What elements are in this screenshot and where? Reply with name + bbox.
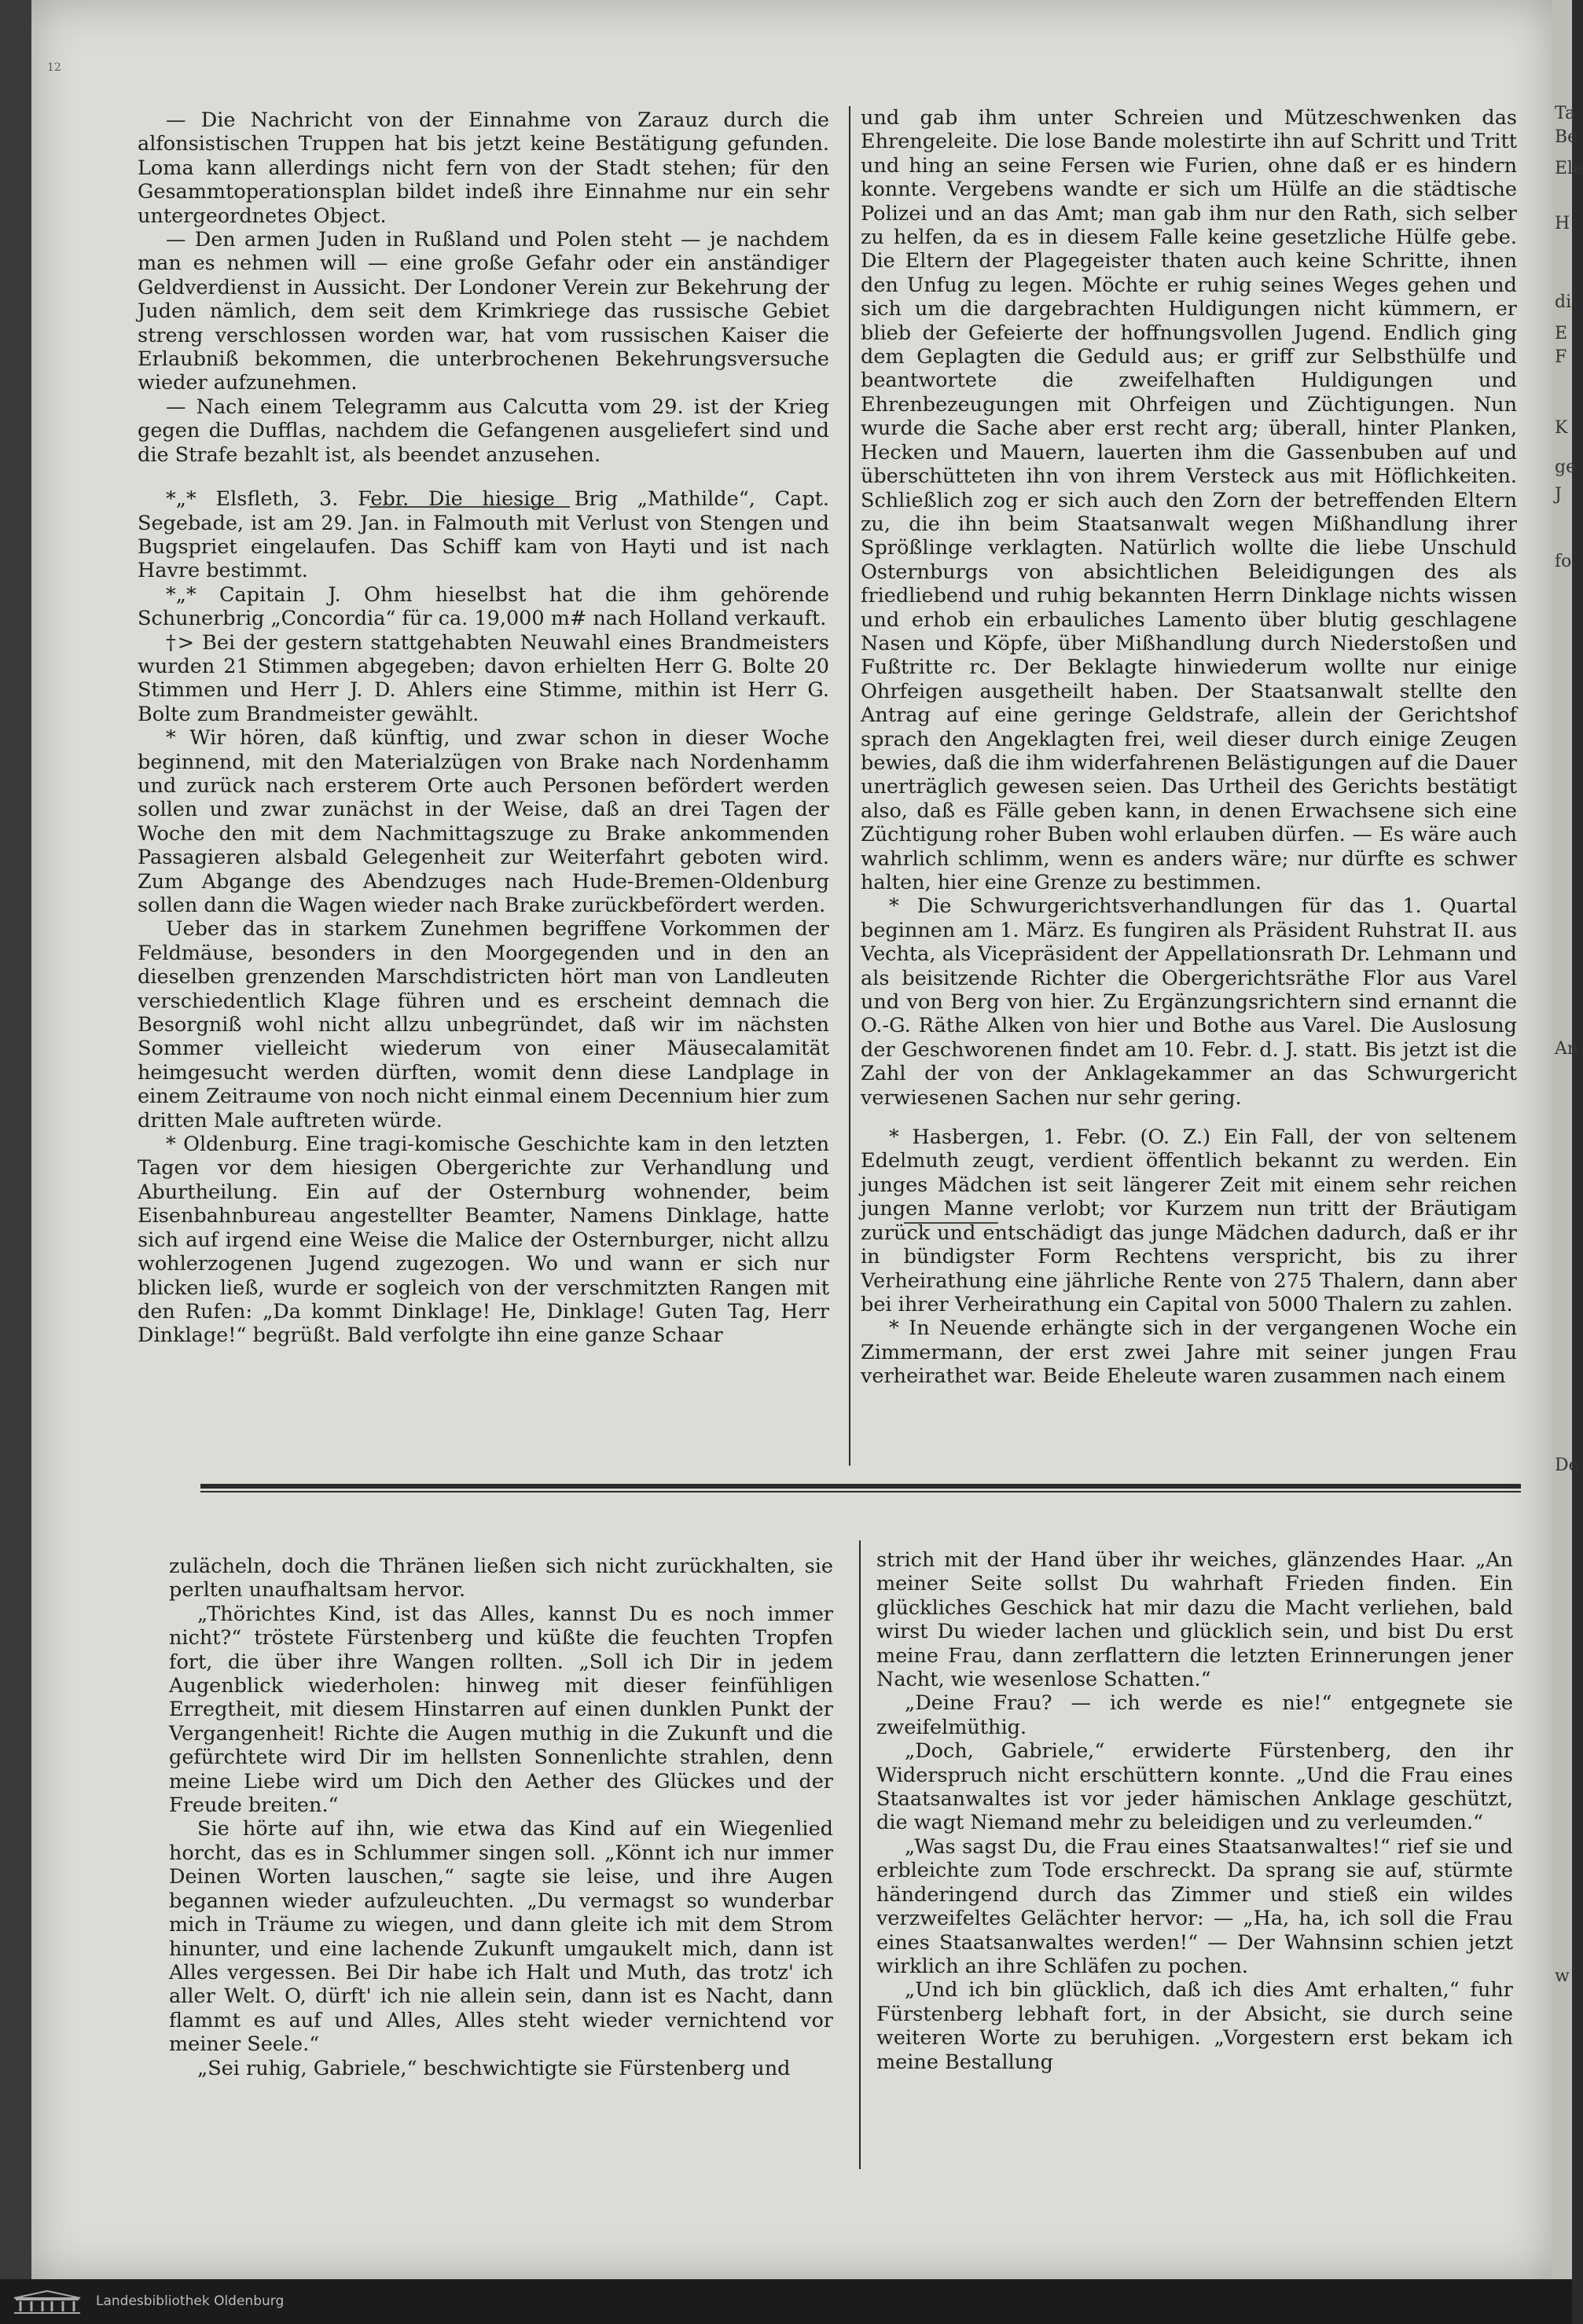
feuilleton-paragraph: „Thörichtes Kind, ist das Alles, kannst Du es noch immer nicht?“ tröstete Fürstenberg und küßte die feuchten Tropfen fort, die über ihre Wangen rollten. „Soll ich Dir in jedem Augenblick wiederholen: hinweg mit dieser feinfühligen Erregtheit, mit diesem Hinstarren auf einen dunklen Punkt der Vergangenheit! Richte die Augen muthig in die Zukunft und die gefürchtete wird Dir im hellsten Sonnenlichte strahlen, denn meine Liebe wird um Dich den Aether des Glückes und der Freude breiten.“ (169, 1602, 833, 1818)
library-building-icon (8, 2289, 86, 2315)
feuilleton-paragraph: „Und ich bin glücklich, daß ich dies Amt erhalten,“ fuhr Fürstenberg lebhaft fort, in der Absicht, sie durch seine weiteren Worte zu beruhigen. „Vorgestern erst bekam ich meine Bestallung (876, 1978, 1513, 2074)
article-materialzuege: * Wir hören, daß künftig, und zwar schon in dieser Woche beginnend, mit den Materialzügen von Brake nach Nordenhamm und zurück nach ersterem Orte auch Personen befördert werden sollen und zwar zunächst in der Weise, daß an drei Tagen der Woche den mit dem Nachmittagszuge zu Brake ankommenden Passagieren alsbald Gelegenheit zur Weiterfahrt geboten wird. Zum Abgange des Abendzuges nach Hude-Bremen-Oldenburg sollen dann die Wagen wieder nach Brake zurückbefördert werden. (138, 726, 829, 917)
edge-fragment: Ta (1555, 104, 1576, 123)
library-name: Landesbibliothek Oldenburg (96, 2293, 285, 2309)
article-elsfleth: *„* Elsfleth, 3. Febr. Die hiesige Brig „Mathilde“, Capt. Segebade, ist am 29. Jan. in Falmouth mit Verlust von Stengen und Bugspriet eingelaufen. Das Schiff kam von Hayti und ist nach Havre bestimmt. (138, 487, 829, 583)
scan-border-left (0, 0, 31, 2324)
feuilleton-right-column (876, 1548, 1513, 2074)
feuilleton-column-divider (859, 1540, 861, 2169)
feuilleton-paragraph: „Was sagst Du, die Frau eines Staatsanwaltes!“ rief sie und erbleichte zum Tode erschreckt. Da sprang sie auf, stürmte händeringend durch das Zimmer und stieß ein wildes verzweifeltes Gelächter hervor: — „Ha, ha, ich soll die Frau eines Staatsanwaltes werden!“ — Der Wahnsinn schien jetzt wirklich an ihre Schläfen zu pochen. (876, 1834, 1513, 1978)
edge-fragment: E (1555, 324, 1568, 343)
edge-fragment: di (1555, 292, 1572, 312)
article-hasbergen: * Hasbergen, 1. Febr. (O. Z.) Ein Fall, der von seltenem Edelmuth zeugt, verdient öffentlich bekannt zu werden. Ein junges Mädchen ist seit längerer Zeit mit einem sehr reichen jungen Manne verlobt; vor Kurzem nun tritt der Bräutigam zurück und entschädigt das junge Mädchen dadurch, daß er ihr in bündigster Form Rechtens verspricht, bis zu ihrer Verheirathung eine jährliche Rente von 275 Thalern, dann aber bei ihrer Verheirathung ein Capital von 5000 Thalern zu zahlen. (861, 1125, 1517, 1316)
edge-fragment: J (1555, 485, 1562, 505)
edge-fragment: H (1555, 214, 1570, 233)
edge-fragment: De (1555, 1456, 1579, 1475)
feuilleton-paragraph: „Deine Frau? — ich werde es nie!“ entgegnete sie zweifelmüthig. (876, 1691, 1513, 1739)
feuilleton-paragraph: strich mit der Hand über ihr weiches, glänzendes Haar. „An meiner Seite sollst Du wahrhaft Frieden finden. Ein glückliches Geschick hat mir dazu die Macht verliehen, bald wirst Du wieder lachen und glücklich sein, und bist Du erst meine Frau, dann zerflattern die letzten Erinnerungen jener Nacht, wie wesenlose Schatten.“ (876, 1548, 1513, 1692)
article-dinklage-cont: und gab ihm unter Schreien und Mützeschwenken das Ehrengeleite. Die lose Bande molestirte ihn auf Schritt und Tritt und hing an seine Fersen wie Furien, ohne daß er es hindern konnte. Vergebens wandte er sich um Hülfe an die städtische Polizei und an das Amt; man gab ihm nur den Rath, sich selber zu helfen, da es in diesem Falle keine gesetzliche Hülfe gebe. Die Eltern der Plagegeister thaten auch keine Schritte, ihnen den Unfug zu legen. Möchte er ruhig seines Weges gehen und sich um die dargebrachten Huldigungen nicht kümmern, er blieb der Gefeierte der hoffnungsvollen Jugend. Endlich ging dem Geplagten die Geduld aus; er griff zur Selbsthülfe und beantwortete die zweifelhaften Huldigungen und Ehrenbezeugungen mit Ohrfeigen und Züchtigungen. Nun wurde die Sache aber erst recht arg; überall, hinter Planken, Hecken und Mauern, lauerten ihm die Gassenbuben auf und überschütteten ihn von ihrem Versteck aus mit Höflichkeiten. Schließlich zog er sich auch den Zorn der betreffenden Eltern zu, die ihn beim Staatsanwalt wegen Mißhandlung ihrer Sprößlinge verklagten. Natürlich wollte die liebe Unschuld Osternburgs von absichtlichen Beleidigungen des als friedliebend und ruhig bekannten Herrn Dinklage nichts wissen und erhob ein erbauliches Lamento über blutig geschlagene Nasen und Köpfe, über Mißhandlung durch Niederstoßen und Fußtritte rc. Der Beklagte hinwiederum wollte nur einige Ohrfeigen ausgetheilt haben. Der Staatsanwalt stellte den Antrag auf eine geringe Geldstrafe, allein der Gerichtshof sprach den Angeklagten frei, weil dieser durch einige Zeugen bewies, daß die ihm widerfahrenen Belästigungen auf die Dauer unerträglich gewesen seien. Das Urtheil des Gerichts bestätigt also, daß es Fälle geben kann, in denen Erwachsene sich eine Züchtigung roher Buben wohl erlauben dürfen. — Es wäre auch wahrlich schlimm, wenn es anders wäre; nur dürfte es schwer halten, hier eine Grenze zu bestimmen. (861, 106, 1518, 894)
page-number: 12 (47, 61, 61, 74)
feuilleton-rule (200, 1484, 1521, 1489)
feuilleton-paragraph: zulächeln, doch die Thränen ließen sich nicht zurückhalten, sie perlten unaufhaltsam hervor. (169, 1555, 833, 1603)
edge-fragment: ge (1555, 457, 1577, 477)
edge-fragment: fo (1555, 552, 1572, 571)
edge-fragment: F (1555, 347, 1567, 367)
article-schwurgericht: * Die Schwurgerichtsverhandlungen für das 1. Quartal beginnen am 1. März. Es fungiren als Präsident Ruhstrat II. aus Vechta, als Vicepräsident der Appellationsrath Dr. Lehmann und als beisitzende Richter die Obergerichtsräthe Flor aus Varel und von Berg von hier. Zu Ergänzungsrichtern sind ernannt die O.-G. Räthe Alken von hier und Bothe aus Varel. Die Auslosung der Geschworenen findet am 10. Febr. d. J. statt. Bis jetzt ist die Zahl der von der Anklagekammer an das Schwurgericht verwiesenen Sachen nur sehr gering. (861, 894, 1517, 1110)
article-feldmaeuse: Ueber das in starkem Zunehmen begriffene Vorkommen der Feldmäuse, besonders in den Moorgegenden und in den an dieselben grenzenden Marschdistricten hört man von Landleuten verschiedentlich Klage führen und es erscheint demnach die Besorgniß wohl nicht allzu unbegründet, daß wir im nächsten Sommer vielleicht wiederum von einer Mäusecalamität heimgesucht werden dürften, womit denn diese Landplage in einem Zeitraume von noch nicht einmal einem Decennium hier zum dritten Male auftreten würde. (138, 917, 829, 1133)
edge-fragment: w (1555, 1966, 1570, 1986)
column-divider (849, 106, 850, 1466)
feuilleton-paragraph: „Sei ruhig, Gabriele,“ beschwichtigte sie Fürstenberg und (197, 2056, 791, 2080)
article-calcutta: — Nach einem Telegramm aus Calcutta vom 29. ist der Krieg gegen die Dufflas, nachdem die Gefangenen ausgeliefert sind und die Strafe bezahlt ist, als beendet anzusehen. (138, 395, 829, 467)
left-column (138, 108, 829, 1348)
article-oldenburg: * Oldenburg. Eine tragi-komische Geschichte kam in den letzten Tagen vor dem hiesigen Obergerichte zur Verhandlung und Aburtheilung. Ein auf der Osternburg wohnender, beim Eisenbahnbureau angestellter Beamter, Namens Dinklage, hatte sich auf irgend eine Weise die Malice der Osternburger, nicht allzu wohlerzogenen Jugend zugezogen. Wo und wann er sich nur blicken ließ, wurde er sogleich von der verschmitzten Rangen mit den Rufen: „Da kommt Dinklage! He, Dinklage! Guten Tag, Herr Dinklage!“ begrüßt. Bald verfolgte ihn eine ganze Schaar (138, 1133, 829, 1348)
article-juden-russland: — Den armen Juden in Rußland und Polen steht — je nachdem man es nehmen will — eine große Gefahr oder ein anständiger Geldverdienst in Aussicht. Der Londoner Verein zur Bekehrung der Juden nämlich, dem seit dem Krimkriege das russische Gebiet streng verschlossen worden war, hat vom russischen Kaiser die Erlaubniß bekommen, die unterbrochenen Bekehrungsversuche wieder aufzunehmen. (138, 228, 829, 395)
article-brandmeister: †> Bei der gestern stattgehabten Neuwahl eines Brandmeisters wurden 21 Stimmen abgegeben; davon erhielten Herr G. Bolte 20 Stimmen und Herr J. D. Ahlers eine Stimme, mithin ist Herr G. Bolte zum Brandmeister gewählt. (138, 630, 829, 726)
feuilleton-paragraph: Sie hörte auf ihn, wie etwa das Kind auf ein Wiegenlied horcht, das es in Schlummer singen soll. „Könnt ich nur immer Deinen Worten lauschen,“ sagte sie leise, und ihre Augen begannen wieder aufzuleuchten. „Du vermagst so wunderbar mich in Träume zu wiegen, und dann gleite ich mit dem Strom hinunter, und eine lachende Zukunft umgaukelt mich, dann ist Alles vergessen. Bei Dir habe ich Halt und Muth, das trotz' ich aller Welt. O, dürft' ich nie allein sein, dann ist es Nacht, dann flammt es auf und Alles, Alles steht wieder vernichtend vor meiner Seele.“ (169, 1817, 833, 2057)
edge-fragment: An (1555, 1039, 1579, 1059)
article-concordia: *„* Capitain J. Ohm hieselbst hat die ihm gehörende Schunerbrig „Concordia“ für ca. 19,000 m# nach Holland verkauft. (138, 582, 829, 631)
feuilleton-rule-thin (200, 1491, 1521, 1492)
edge-fragment: Ele (1555, 159, 1583, 178)
library-footer (0, 2279, 1572, 2324)
edge-fragment: Be (1555, 127, 1578, 147)
article-zarauz: — Die Nachricht von der Einnahme von Zarauz durch die alfonsistischen Truppen hat bis jetzt keine Bestätigung gefunden. Loma kann allerdings nicht fern von der Stadt stehen; für den Gesammtoperationsplan bildet indeß ihre Einnahme nur ein sehr untergeordnetes Object. (138, 108, 829, 228)
feuilleton-paragraph: „Doch, Gabriele,“ erwiderte Fürstenberg, den ihr Widerspruch nicht erschüttern konnte. „Und die Frau eines Staatsanwaltes ist vor jeder hämischen Anklage geschützt, die wagt Niemand mehr zu beleidigen und zu verleumden.“ (876, 1739, 1513, 1835)
edge-fragment: K (1555, 418, 1568, 438)
article-neuende: * In Neuende erhängte sich in der vergangenen Woche ein Zimmermann, der erst zwei Jahre mit seiner jungen Frau verheirathet war. Beide Eheleute waren zusammen nach einem (861, 1316, 1517, 1389)
feuilleton-left-column (169, 1555, 833, 2080)
right-column (861, 106, 1517, 1389)
